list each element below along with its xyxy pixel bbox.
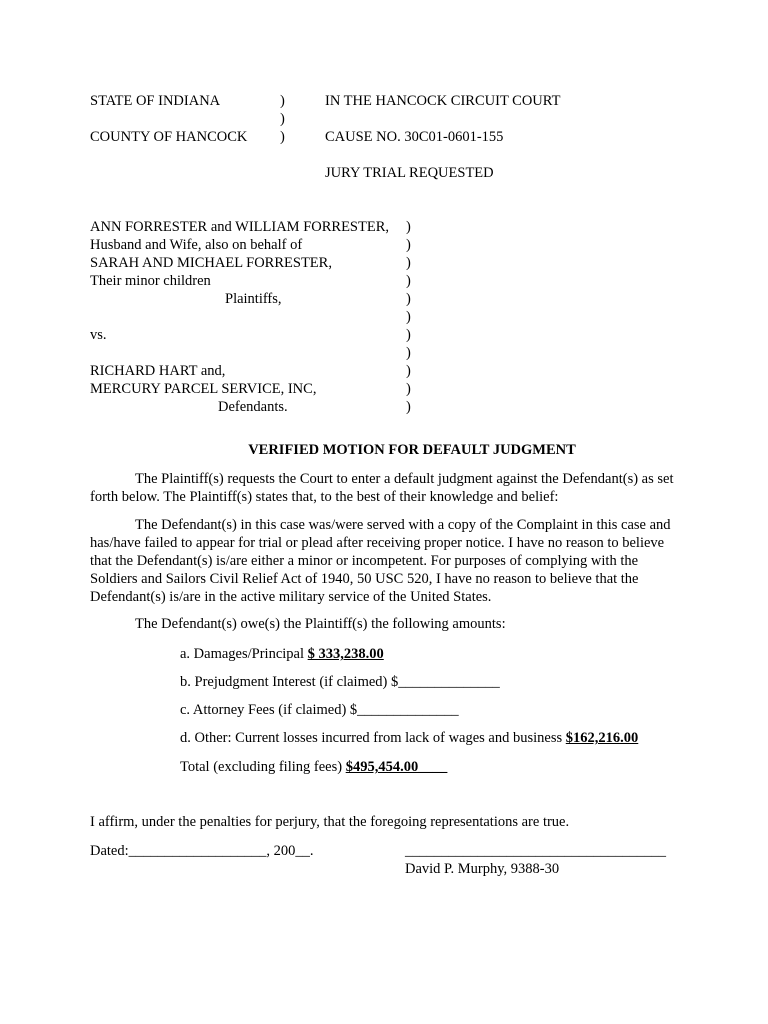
other-losses-line: [180, 729, 638, 747]
county-label: COUNTY OF HANCOCK: [90, 129, 248, 145]
paragraph-service: The Defendant(s) in this case was/were served with a copy of the Complaint in this case and has/have failed to appear for trial or plead after receiving proper notice. I have no reason to believe that the Defendant(s) is/are either a minor or incompetent. For purposes of complying with the Soldiers and Sailors Civil Relief Act of 1940, 50 USC 520, I have no reason to believe that the Defendant(s) is/are in the active military service of the United States.: [90, 517, 671, 605]
interest-line: b. Prejudgment Interest (if claimed) $______________: [180, 674, 500, 690]
state-label: STATE OF INDIANA: [90, 93, 221, 109]
document-title: VERIFIED MOTION FOR DEFAULT JUDGMENT: [248, 442, 576, 458]
vs-label: vs.: [90, 327, 107, 343]
paren: ): [406, 327, 411, 343]
paren: ): [280, 111, 285, 127]
caption-line: SARAH AND MICHAEL FORRESTER,: [90, 255, 332, 271]
other-losses-value: $162,216.00: [565, 730, 639, 746]
defendant-line: MERCURY PARCEL SERVICE, INC,: [90, 381, 317, 397]
court-name: IN THE HANCOCK CIRCUIT COURT: [325, 93, 561, 109]
paren: ): [406, 309, 411, 325]
caption-line: ANN FORRESTER and WILLIAM FORRESTER,: [90, 219, 390, 235]
paren: ): [406, 291, 411, 307]
defendants-label: Defendants.: [218, 399, 288, 415]
total-label: Total (excluding filing fees): [180, 759, 346, 775]
caption-line: Husband and Wife, also on behalf of: [90, 237, 303, 253]
defendant-line: RICHARD HART and,: [90, 363, 226, 379]
paren: ): [406, 399, 411, 415]
paragraph-request: The Plaintiff(s) requests the Court to enter a default judgment against the Defendant(s) as set forth below. The Plaintiff(s) states that, to the best of their knowledge and belief:: [90, 471, 674, 505]
paren: ): [406, 363, 411, 379]
caption-line: Their minor children: [90, 273, 211, 289]
paren: ): [406, 345, 411, 361]
dated-line: Dated:___________________, 200__.: [90, 843, 314, 859]
paren: ): [406, 381, 411, 397]
total-line: [180, 758, 447, 776]
other-losses-label: d. Other: Current losses incurred from lack of wages and business: [180, 730, 566, 746]
paragraph-owes: The Defendant(s) owe(s) the Plaintiff(s) the following amounts:: [135, 616, 506, 632]
paren: ): [406, 219, 411, 235]
paren: ): [406, 237, 411, 253]
paren: ): [280, 129, 285, 145]
cause-number: CAUSE NO. 30C01-0601-155: [325, 129, 504, 145]
damages-label: a. Damages/Principal: [180, 646, 308, 662]
jury-trial-requested: JURY TRIAL REQUESTED: [325, 165, 494, 181]
damages-line: [180, 645, 384, 663]
paren: ): [406, 255, 411, 271]
signer-name: David P. Murphy, 9388-30: [405, 861, 560, 877]
total-value: $495,454.00____: [345, 759, 448, 775]
damages-value: $ 333,238.00: [307, 646, 384, 662]
attorney-fees-line: c. Attorney Fees (if claimed) $______________: [180, 702, 459, 718]
paren: ): [406, 273, 411, 289]
signature-line: ____________________________________: [405, 843, 666, 859]
plaintiffs-label: Plaintiffs,: [225, 291, 282, 307]
paren: ): [280, 93, 285, 109]
affirmation: I affirm, under the penalties for perjury, that the foregoing representations are true.: [90, 814, 570, 830]
